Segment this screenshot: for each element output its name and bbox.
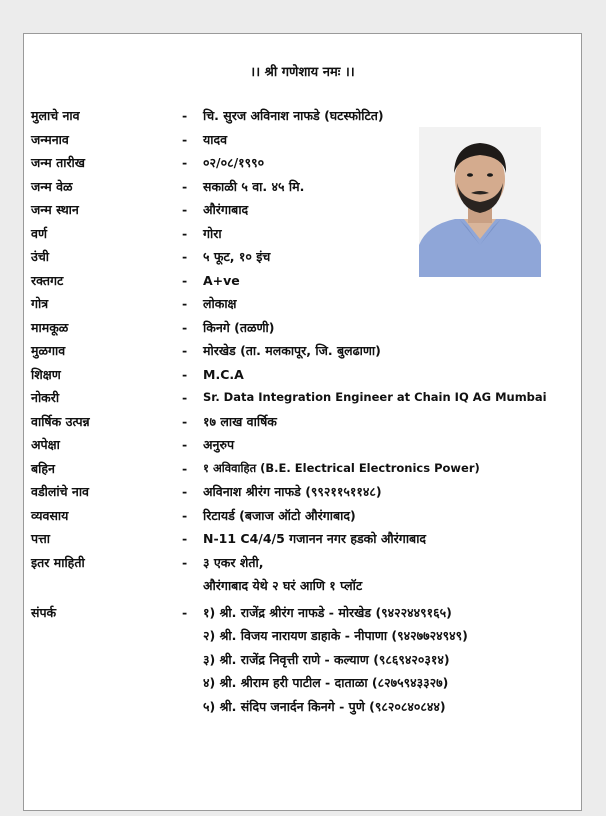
field-value: किनगे (तळणी) bbox=[203, 319, 275, 335]
field-value: सकाळी ५ वा. ४५ मि. bbox=[203, 178, 305, 194]
other-info-line: औरंगाबाद येथे २ घरं आणि १ प्लॉट bbox=[203, 578, 363, 593]
field-value: औरंगाबाद bbox=[203, 202, 249, 217]
field-value: अविनाश श्रीरंग नाफडे (९९२११५११४८) bbox=[203, 484, 382, 499]
field-value: A+ve bbox=[203, 272, 240, 288]
separator-dash: - bbox=[182, 225, 188, 241]
field-value: लोकाक्ष bbox=[203, 296, 237, 311]
field-value: M.C.A bbox=[203, 366, 244, 382]
separator-dash: - bbox=[182, 366, 188, 382]
field-label: उंची bbox=[31, 249, 50, 264]
contact-line: २) श्री. विजय नारायण डाहाके - नीपाणा (९४२७७२४९४९) bbox=[203, 628, 468, 643]
field-label: पत्ता bbox=[31, 531, 50, 546]
other-info-line: ३ एकर शेती, bbox=[203, 554, 264, 570]
separator-dash: - bbox=[182, 390, 188, 405]
field-label: मुलाचे नाव bbox=[31, 108, 80, 123]
field-label: बहिन bbox=[31, 460, 55, 476]
field-value: अनुरुप bbox=[203, 437, 235, 452]
separator-dash: - bbox=[182, 343, 188, 358]
field-label: जन्म तारीख bbox=[31, 155, 86, 170]
separator-dash: - bbox=[182, 484, 188, 499]
field-label: व्यवसाय bbox=[31, 507, 69, 523]
separator-dash: - bbox=[182, 319, 188, 335]
field-label: जन्म वेळ bbox=[31, 178, 73, 194]
invocation-heading: ।। श्री गणेशाय नमः ।। bbox=[250, 65, 355, 80]
separator-dash: - bbox=[182, 460, 188, 476]
field-label: शिक्षण bbox=[31, 366, 61, 382]
contact-line: ४) श्री. श्रीराम हरी पाटील - दाताळा (८२७५९४३३२७) bbox=[203, 675, 449, 690]
field-value: ०२/०८/१९९० bbox=[203, 155, 265, 170]
field-label: गोत्र bbox=[31, 296, 49, 311]
field-label: जन्मनाव bbox=[31, 131, 69, 147]
separator-dash: - bbox=[182, 554, 188, 570]
field-value: रिटायर्ड (बजाज ऑटो औरंगाबाद) bbox=[203, 507, 356, 523]
separator-dash: - bbox=[182, 437, 188, 452]
contact-line: ५) श्री. संदिप जनार्दन किनगे - पुणे (९८२०८४०८४४) bbox=[203, 698, 446, 714]
field-label: नोकरी bbox=[31, 390, 60, 405]
field-value: १ अविवाहित (B.E. Electrical Electronics Power) bbox=[203, 460, 480, 475]
field-value: १७ लाख वार्षिक bbox=[203, 413, 277, 429]
separator-dash: - bbox=[182, 178, 188, 194]
field-label: मामकूळ bbox=[31, 319, 69, 335]
field-value: चि. सुरज अविनाश नाफडे (घटस्फोटित) bbox=[203, 108, 384, 123]
field-value: N-11 C4/4/5 गजानन नगर हडको औरंगाबाद bbox=[203, 531, 427, 546]
field-value: गोरा bbox=[203, 225, 222, 241]
separator-dash: - bbox=[182, 604, 188, 620]
separator-dash: - bbox=[182, 413, 188, 429]
field-label: वर्ण bbox=[31, 225, 47, 241]
separator-dash: - bbox=[182, 296, 188, 311]
separator-dash: - bbox=[182, 155, 188, 170]
separator-dash: - bbox=[182, 131, 188, 147]
separator-dash: - bbox=[182, 249, 188, 264]
other-info-lines bbox=[203, 551, 362, 598]
field-value: Sr. Data Integration Engineer at Chain IQ AG Mumbai bbox=[203, 390, 547, 404]
contact-label: संपर्क bbox=[31, 604, 57, 620]
separator-dash: - bbox=[182, 108, 188, 123]
field-value: यादव bbox=[203, 131, 228, 147]
field-label: अपेक्षा bbox=[31, 437, 60, 452]
field-value: ५ फूट, १० इंच bbox=[203, 249, 271, 264]
field-value: मोरखेड (ता. मलकापूर, जि. बुलढाणा) bbox=[203, 343, 381, 358]
separator-dash: - bbox=[182, 531, 188, 546]
other-info-label: इतर माहिती bbox=[31, 554, 85, 570]
contact-line: १) श्री. राजेंद्र श्रीरंग नाफडे - मोरखेड (९४२२४४९१६५) bbox=[203, 604, 452, 620]
field-label: वार्षिक उत्पन्न bbox=[31, 413, 90, 429]
field-label: रक्तगट bbox=[31, 272, 64, 288]
field-label: वडीलांचे नाव bbox=[31, 484, 90, 499]
profile-photo bbox=[419, 127, 541, 277]
field-label: जन्म स्थान bbox=[31, 202, 79, 217]
separator-dash: - bbox=[182, 272, 188, 288]
separator-dash: - bbox=[182, 507, 188, 523]
contact-lines bbox=[203, 601, 468, 719]
contact-line: ३) श्री. राजेंद्र निवृत्ती राणे - कल्याण (९८६९४२०३१४) bbox=[203, 651, 450, 667]
biodata-sheet bbox=[23, 33, 582, 811]
separator-dash: - bbox=[182, 202, 188, 217]
field-label: मुळगाव bbox=[31, 343, 66, 358]
